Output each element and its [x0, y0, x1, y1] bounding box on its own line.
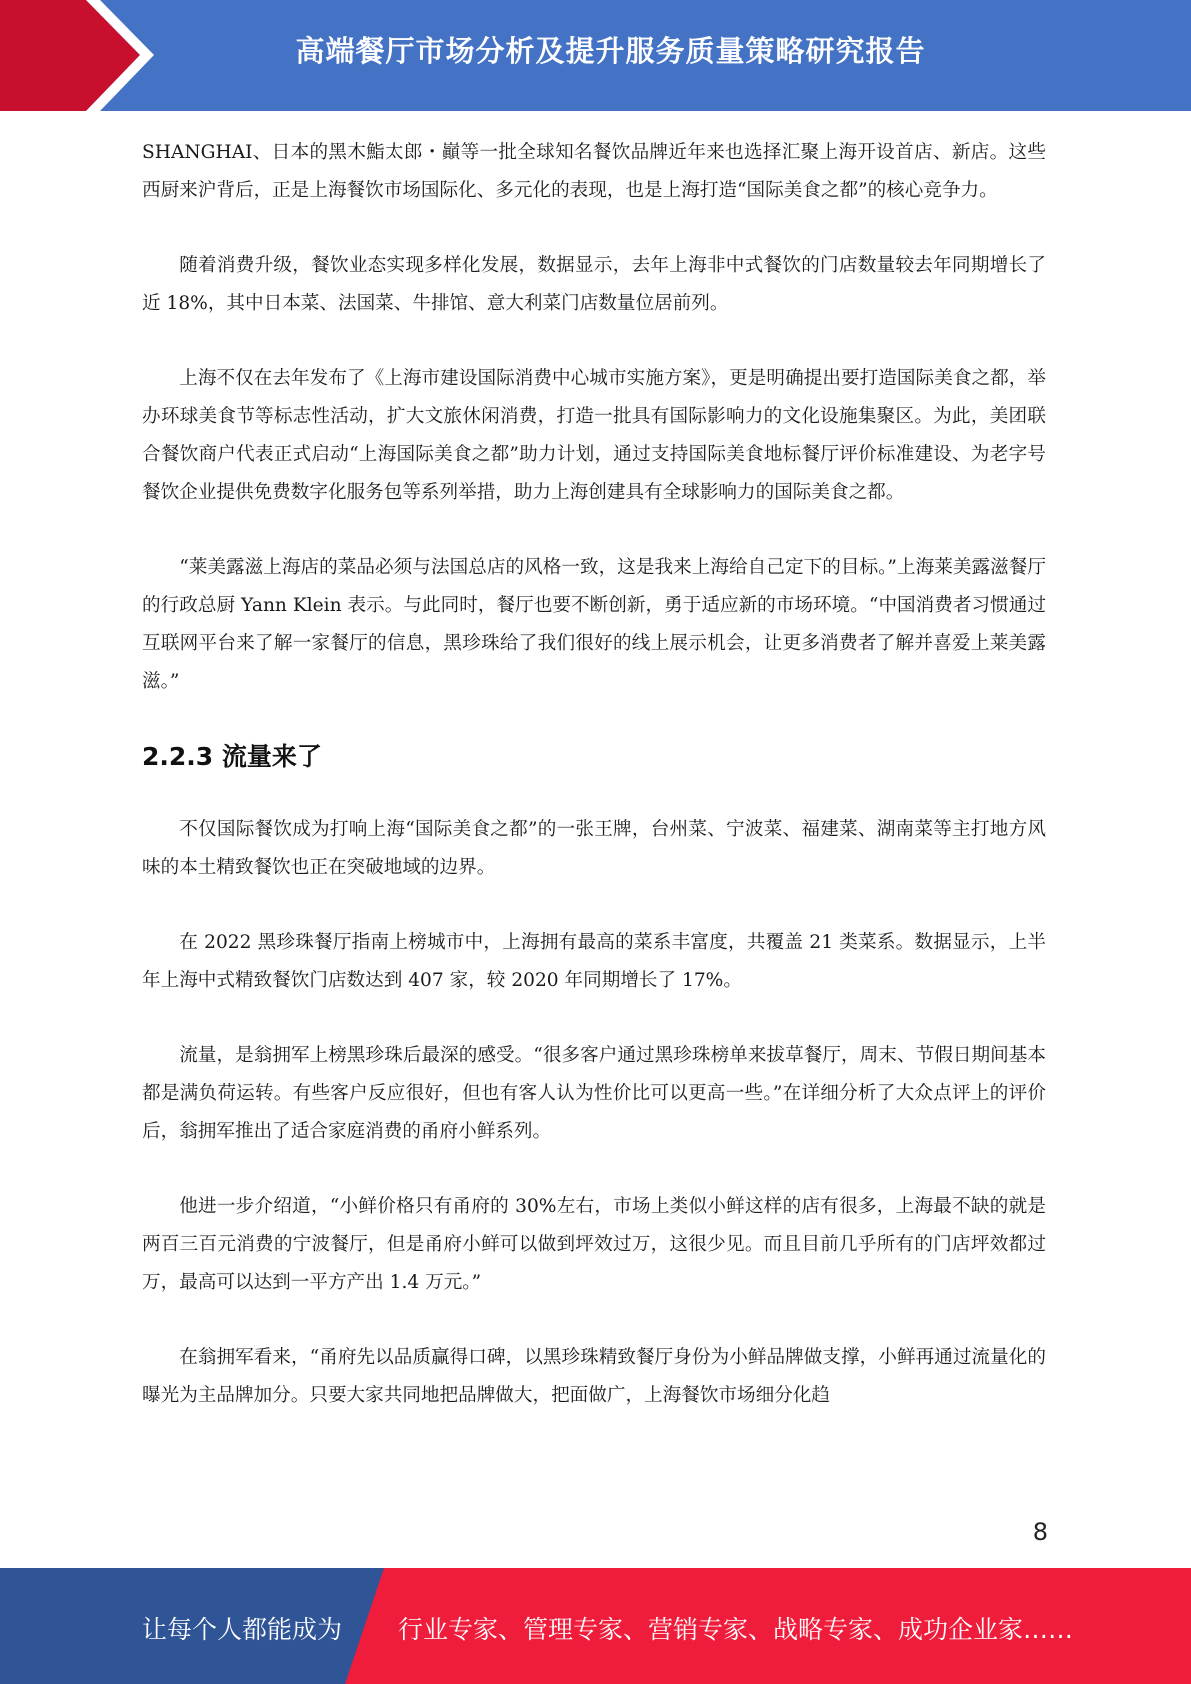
paragraph: “莱美露滋上海店的菜品必须与法国总店的风格一致，这是我来上海给自己定下的目标。”上海莱美露滋餐厅的行政总厨 Yann Klein 表示。与此同时，餐厅也要不断创新，勇于适应新的市场环境。“中国消费者习惯通过互联网平台来了解一家餐厅的信息，黑珍珠给了我们很好的线上展示机会，让更多消费者了解并喜爱上莱美露滋。”: [142, 557, 1046, 692]
footer-slogan-right: 行业专家、管理专家、营销专家、战略专家、成功企业家……: [398, 1615, 1074, 1644]
section-heading: 2.2.3 流量来了: [142, 742, 322, 771]
footer-slogan-left: 让每个人都能成为: [142, 1615, 343, 1644]
page-number: 8: [1032, 1518, 1048, 1546]
paragraph: 随着消费升级，餐饮业态实现多样化发展，数据显示，去年上海非中式餐饮的门店数量较去年同期增长了近 18%，其中日本菜、法国菜、牛排馆、意大利菜门店数量位居前列。: [142, 255, 1046, 314]
paragraph: 在 2022 黑珍珠餐厅指南上榜城市中，上海拥有最高的菜系丰富度，共覆盖 21 类菜系。数据显示，上半年上海中式精致餐饮门店数达到 407 家，较 2020 年同期增长了 17%。: [142, 932, 1046, 991]
paragraph: SHANGHAI、日本的黑木鮨太郎・巓等一批全球知名餐饮品牌近年来也选择汇聚上海开设首店、新店。这些西厨来沪背后，正是上海餐饮市场国际化、多元化的表现，也是上海打造“国际美食之都”的核心竞争力。: [142, 142, 1046, 201]
page-content: [142, 134, 1046, 1452]
paragraph: 在翁拥军看来，“甬府先以品质赢得口碑，以黑珍珠精致餐厅身份为小鲜品牌做支撑，小鲜再通过流量化的曝光为主品牌加分。只要大家共同地把品牌做大，把面做广，上海餐饮市场细分化趋: [142, 1347, 1046, 1406]
paragraph: 流量，是翁拥军上榜黑珍珠后最深的感受。“很多客户通过黑珍珠榜单来拔草餐厅，周末、节假日期间基本都是满负荷运转。有些客户反应很好，但也有客人认为性价比可以更高一些。”在详细分析了大众点评上的评价后，翁拥军推出了适合家庭消费的甬府小鲜系列。: [142, 1045, 1046, 1142]
page-footer: [0, 1568, 1191, 1684]
page-header: [0, 0, 1191, 111]
paragraph: 他进一步介绍道，“小鲜价格只有甬府的 30%左右，市场上类似小鲜这样的店有很多，上海最不缺的就是两百三百元消费的宁波餐厅，但是甬府小鲜可以做到坪效过万，这很少见。而且目前几乎所有的门店坪效都过万，最高可以达到一平方产出 1.4 万元。”: [142, 1196, 1046, 1293]
report-title: 高端餐厅市场分析及提升服务质量策略研究报告: [295, 34, 926, 68]
paragraph: 不仅国际餐饮成为打响上海“国际美食之都”的一张王牌，台州菜、宁波菜、福建菜、湖南菜等主打地方风味的本土精致餐饮也正在突破地域的边界。: [142, 819, 1046, 878]
paragraph: 上海不仅在去年发布了《上海市建设国际消费中心城市实施方案》，更是明确提出要打造国际美食之都，举办环球美食节等标志性活动，扩大文旅休闲消费，打造一批具有国际影响力的文化设施集聚区。为此，美团联合餐饮商户代表正式启动“上海国际美食之都”助力计划，通过支持国际美食地标餐厅评价标准建设、为老字号餐饮企业提供免费数字化服务包等系列举措，助力上海创建具有全球影响力的国际美食之都。: [142, 368, 1046, 503]
